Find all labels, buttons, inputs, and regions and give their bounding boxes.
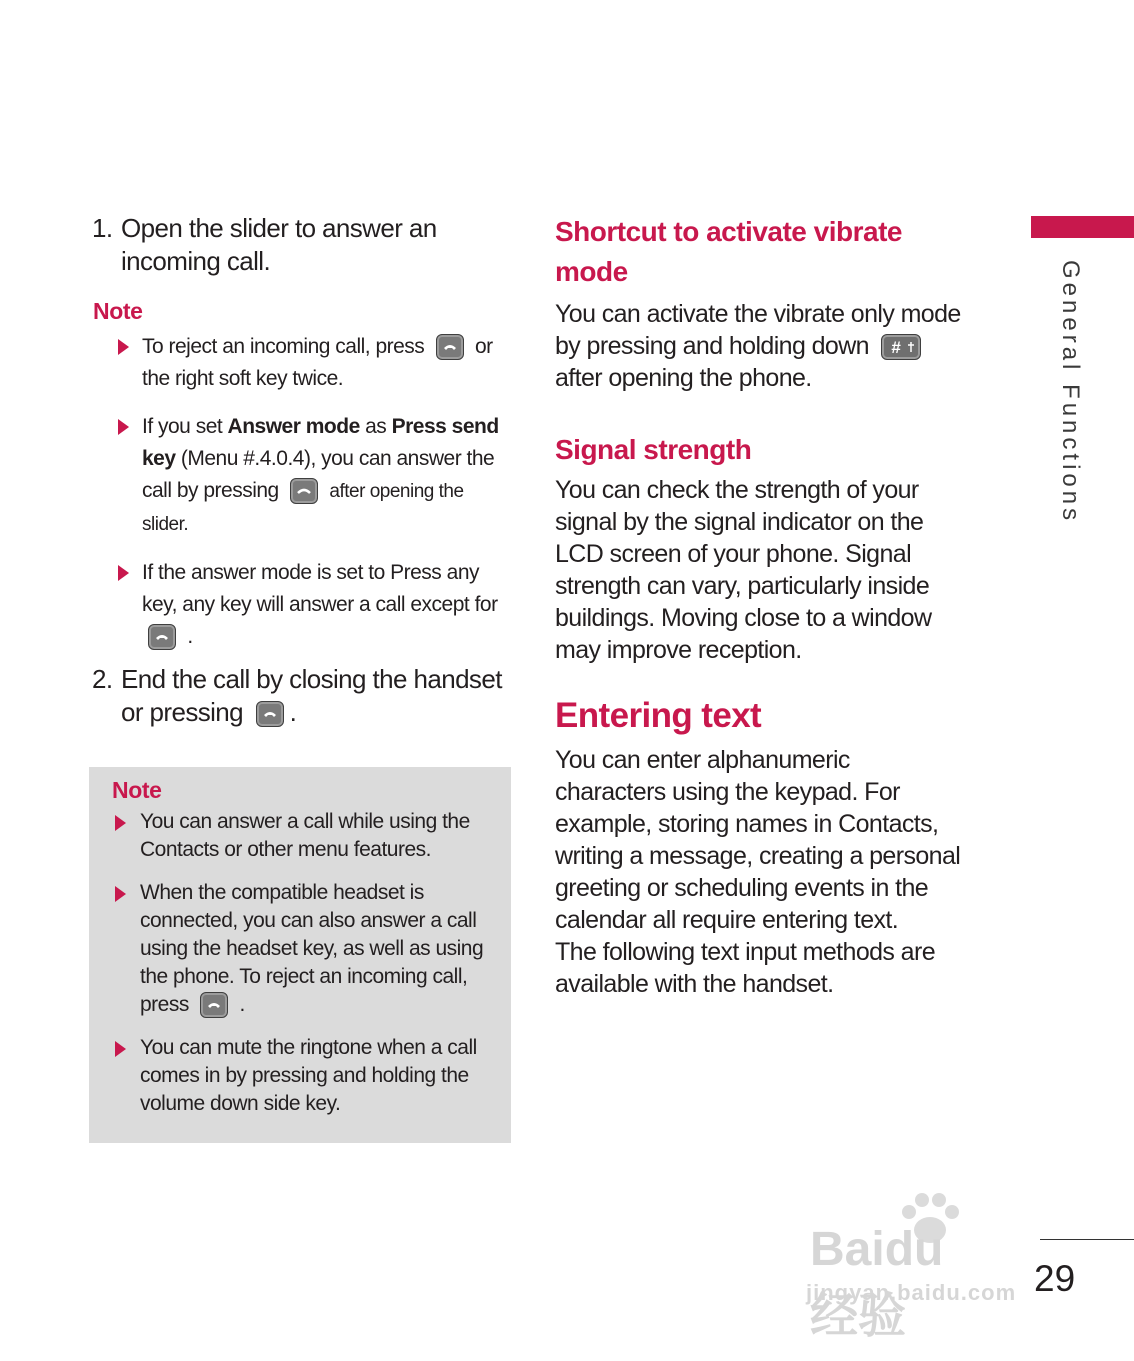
end-key-icon [436, 334, 464, 360]
list-item: You can answer a call while using the Contacts or other menu features. [89, 808, 511, 864]
page-number-rule [1040, 1239, 1134, 1240]
end-key-icon [200, 992, 228, 1018]
section-title-entering-text: Entering text [555, 696, 762, 735]
note-title: Note [112, 777, 162, 803]
bullet-arrow-icon [115, 815, 126, 831]
page-number: 29 [1034, 1258, 1076, 1299]
bullet-arrow-icon [115, 1041, 126, 1057]
section-tab-bar [1031, 216, 1134, 238]
note-list [92, 331, 512, 653]
section-side-label: General Functions [1057, 260, 1084, 525]
bullet-arrow-icon [115, 886, 126, 902]
hash-key-icon: # [881, 334, 921, 360]
entering-paragraph-2: The following text input methods are available with the handset. [555, 938, 936, 998]
watermark-brand: Baidu经验 [810, 1223, 944, 1343]
list-item: If the answer mode is set to Press any key, any key will answer a call except for . [92, 557, 512, 653]
signal-paragraph: You can check the strength of your signal by the signal indicator on the LCD screen of your phone. Signal strength can vary, particularly inside buildings. Moving close to a window may improve reception. [555, 476, 932, 664]
bullet-arrow-icon [118, 339, 129, 355]
bullet-arrow-icon [118, 565, 129, 581]
section-title-signal: Signal strength [555, 434, 752, 465]
bullet-arrow-icon [118, 419, 129, 435]
step-number: 2. [92, 664, 113, 694]
entering-paragraph-1: You can enter alphanumeric characters using the keypad. For example, storing names in Contacts, writing a message, creating a personal greeting or scheduling events in the calendar all require entering text. [555, 746, 961, 934]
right-column [555, 212, 965, 1000]
list-item: When the compatible headset is connected, you can also answer a call using the headset key, as well as using the phone. To reject an incoming call, press . [89, 879, 511, 1019]
list-item: You can mute the ringtone when a call comes in by pressing and holding the volume down side key. [89, 1034, 511, 1118]
step-2 [92, 663, 512, 729]
note-list [89, 808, 511, 1118]
step-text: End the call by closing the handset or pressing . [121, 664, 502, 727]
left-column [92, 212, 512, 729]
end-key-icon [256, 701, 284, 727]
vibrate-paragraph: You can activate the vibrate only mode by pressing and holding down # after opening the phone. [555, 300, 961, 392]
send-key-icon [290, 478, 318, 504]
step-number: 1. [92, 213, 113, 243]
watermark-url: jingyan.baidu.com [806, 1280, 1017, 1305]
step-1 [92, 212, 512, 278]
list-item: If you set Answer mode as Press send key (Menu #.4.0.4), you can answer the call by pressing after opening the slider. [92, 411, 512, 541]
step-text: Open the slider to answer an incoming call. [121, 213, 437, 276]
list-item: To reject an incoming call, press or the right soft key twice. [92, 331, 512, 395]
section-title-vibrate: Shortcut to activate vibrate mode [555, 216, 902, 287]
note-box [89, 767, 511, 1143]
end-key-icon [148, 624, 176, 650]
note-title: Note [93, 298, 143, 324]
